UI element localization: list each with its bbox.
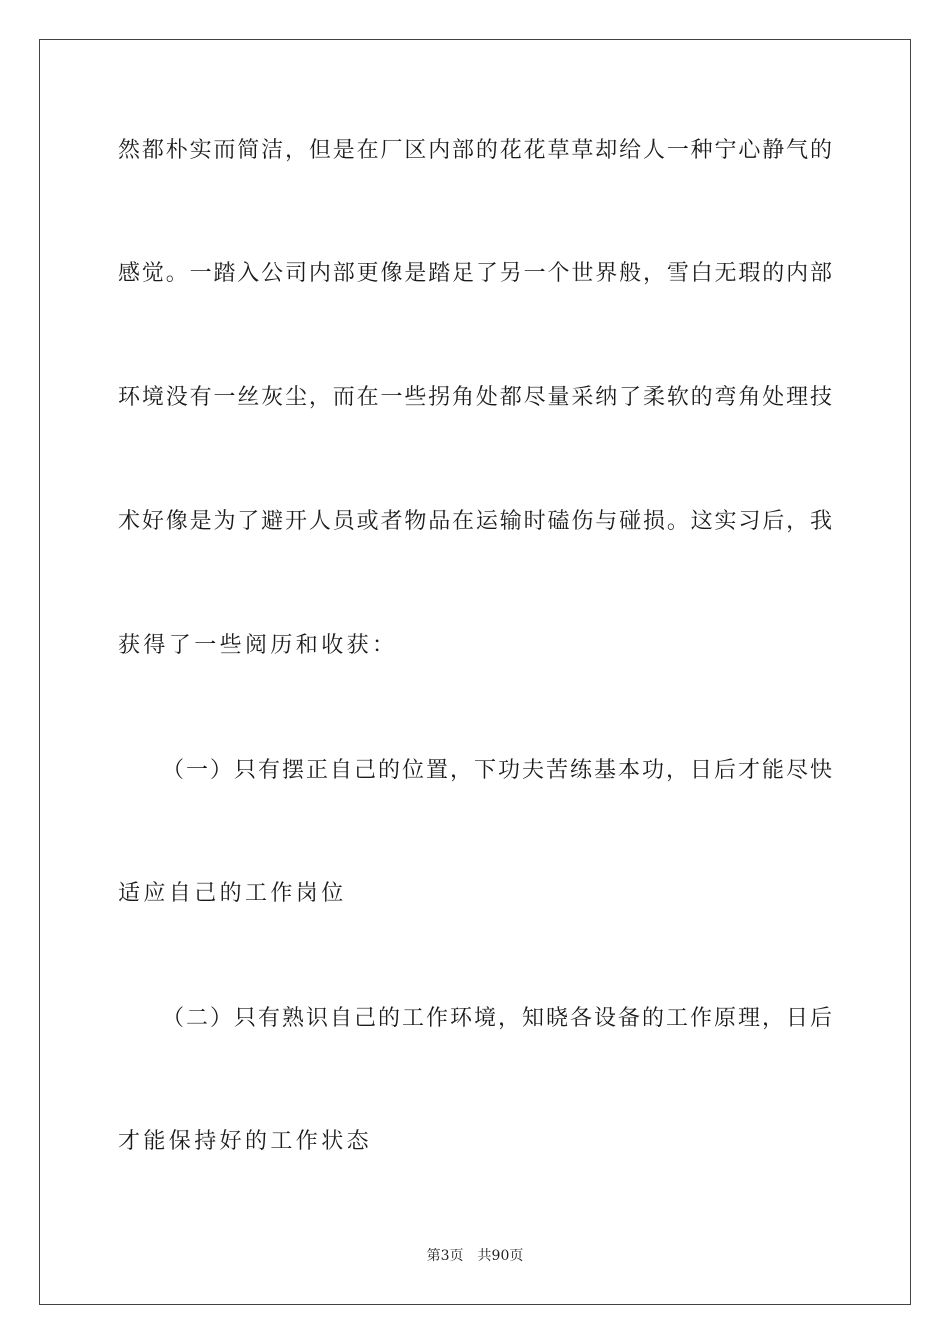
page-total: 共90页: [477, 1248, 524, 1264]
paragraph-line: 然都朴实而简洁，但是在厂区内部的花花草草却给人一种宁心静气的: [118, 138, 832, 163]
list-item-line: （一）只有摆正自己的位置，下功夫苦练基本功，日后才能尽快: [162, 758, 832, 783]
paragraph-line: 术好像是为了避开人员或者物品在运输时磕伤与碰损。这实习后，我: [118, 509, 832, 534]
list-item-line: 适应自己的工作岗位: [118, 881, 347, 906]
paragraph-line: 获得了一些阅历和收获：: [118, 633, 398, 658]
page-footer: [0, 1246, 950, 1266]
paragraph-line: 感觉。一踏入公司内部更像是踏足了另一个世界般，雪白无瑕的内部: [118, 261, 832, 286]
list-item-line: 才能保持好的工作状态: [118, 1129, 373, 1154]
paragraph-line: 环境没有一丝灰尘，而在一些拐角处都尽量采纳了柔软的弯角处理技: [118, 385, 832, 410]
page-number: 第3页: [426, 1248, 464, 1264]
list-item-line: （二）只有熟识自己的工作环境，知晓各设备的工作原理，日后: [162, 1006, 832, 1031]
